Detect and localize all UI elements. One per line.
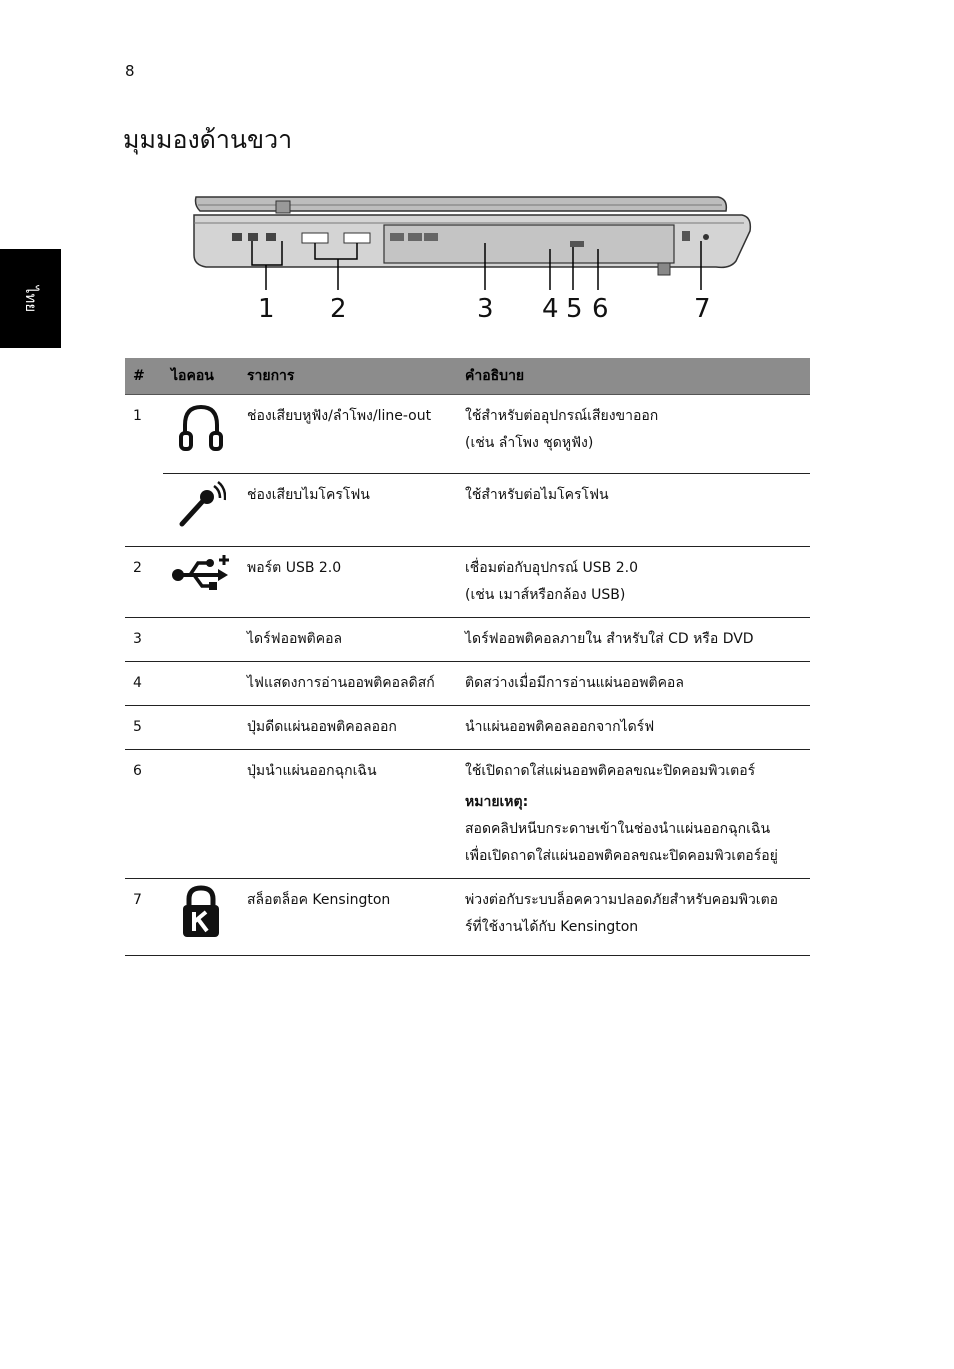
headphones-icon	[163, 395, 239, 474]
row-description: นำแผ่นออพติคอลออกจากไดร์ฟ	[457, 706, 810, 750]
row-item: ช่องเสียบไมโครโฟน	[239, 474, 457, 547]
row-item: ช่องเสียบหูฟัง/ลำโพง/line-out	[239, 395, 457, 474]
table-row	[125, 618, 810, 662]
usb-icon	[163, 547, 239, 618]
callout-6: 6	[592, 294, 609, 324]
row-icon-empty	[163, 750, 239, 879]
row-icon-empty	[163, 706, 239, 750]
callout-3: 3	[477, 294, 494, 324]
row-item: ปุ่มดีดแผ่นออพติคอลออก	[239, 706, 457, 750]
row-number: 5	[125, 706, 163, 750]
row-description: ใช้สำหรับต่อไมโครโฟน	[457, 474, 810, 547]
callout-4: 4	[542, 294, 559, 324]
row-item: ไฟแสดงการอ่านออพติคอลดิสก์	[239, 662, 457, 706]
note-label: หมายเหตุ:	[465, 794, 529, 810]
row-icon-empty	[163, 662, 239, 706]
table-row	[125, 547, 810, 618]
row-number: 7	[125, 879, 163, 956]
table-row	[125, 395, 810, 474]
row-description: เชื่อมต่อกับอุปกรณ์ USB 2.0 (เช่น เมาส์หรือกล้อง USB)	[457, 547, 810, 618]
row-description: ไดร์ฟออพติคอลภายใน สำหรับใส่ CD หรือ DVD	[457, 618, 810, 662]
header-item: รายการ	[239, 358, 457, 395]
language-label: ไทย	[21, 285, 40, 312]
callout-1: 1	[258, 294, 275, 324]
row-number: 1	[125, 395, 163, 547]
row-description: ใช้เปิดถาดใส่แผ่นออพติคอลขณะปิดคอมพิวเตอร์ หมายเหตุ: สอดคลิปหนีบกระดาษเข้าในช่องนำแผ่นออกฉุกเฉิน เพื่อเปิดถาดใส่แผ่นออพติคอลขณะปิดคอมพิวเตอร์อยู่	[457, 750, 810, 879]
right-view-spec-table	[125, 358, 810, 956]
page-number: 8	[125, 62, 135, 80]
row-number: 3	[125, 618, 163, 662]
callout-7: 7	[694, 294, 711, 324]
table-row	[125, 879, 810, 956]
row-number: 4	[125, 662, 163, 706]
table-header-row	[125, 358, 810, 395]
row-description: ติดสว่างเมื่อมีการอ่านแผ่นออพติคอล	[457, 662, 810, 706]
row-item: พอร์ต USB 2.0	[239, 547, 457, 618]
table-row	[125, 750, 810, 879]
table-row	[125, 706, 810, 750]
row-number: 6	[125, 750, 163, 879]
table-row	[125, 474, 810, 547]
row-item: สล็อตล็อค Kensington	[239, 879, 457, 956]
row-description: ใช้สำหรับต่ออุปกรณ์เสียงขาออก (เช่น ลำโพง ชุดหูฟัง)	[457, 395, 810, 474]
language-side-tab	[0, 249, 61, 348]
row-number: 2	[125, 547, 163, 618]
kensington-lock-icon	[163, 879, 239, 956]
header-icon: ไอคอน	[163, 358, 239, 395]
row-description: พ่วงต่อกับระบบล็อคความปลอดภัยสำหรับคอมพิวเตอ ร์ที่ใช้งานได้กับ Kensington	[457, 879, 810, 956]
callout-2: 2	[330, 294, 347, 324]
row-item: ไดร์ฟออพติคอล	[239, 618, 457, 662]
page-title: มุมมองด้านขวา	[123, 125, 293, 154]
microphone-icon	[163, 474, 239, 547]
table-row	[125, 662, 810, 706]
row-icon-empty	[163, 618, 239, 662]
header-description: คำอธิบาย	[457, 358, 810, 395]
header-number: #	[125, 358, 163, 395]
callout-5: 5	[566, 294, 583, 324]
row-item: ปุ่มนำแผ่นออกฉุกเฉิน	[239, 750, 457, 879]
